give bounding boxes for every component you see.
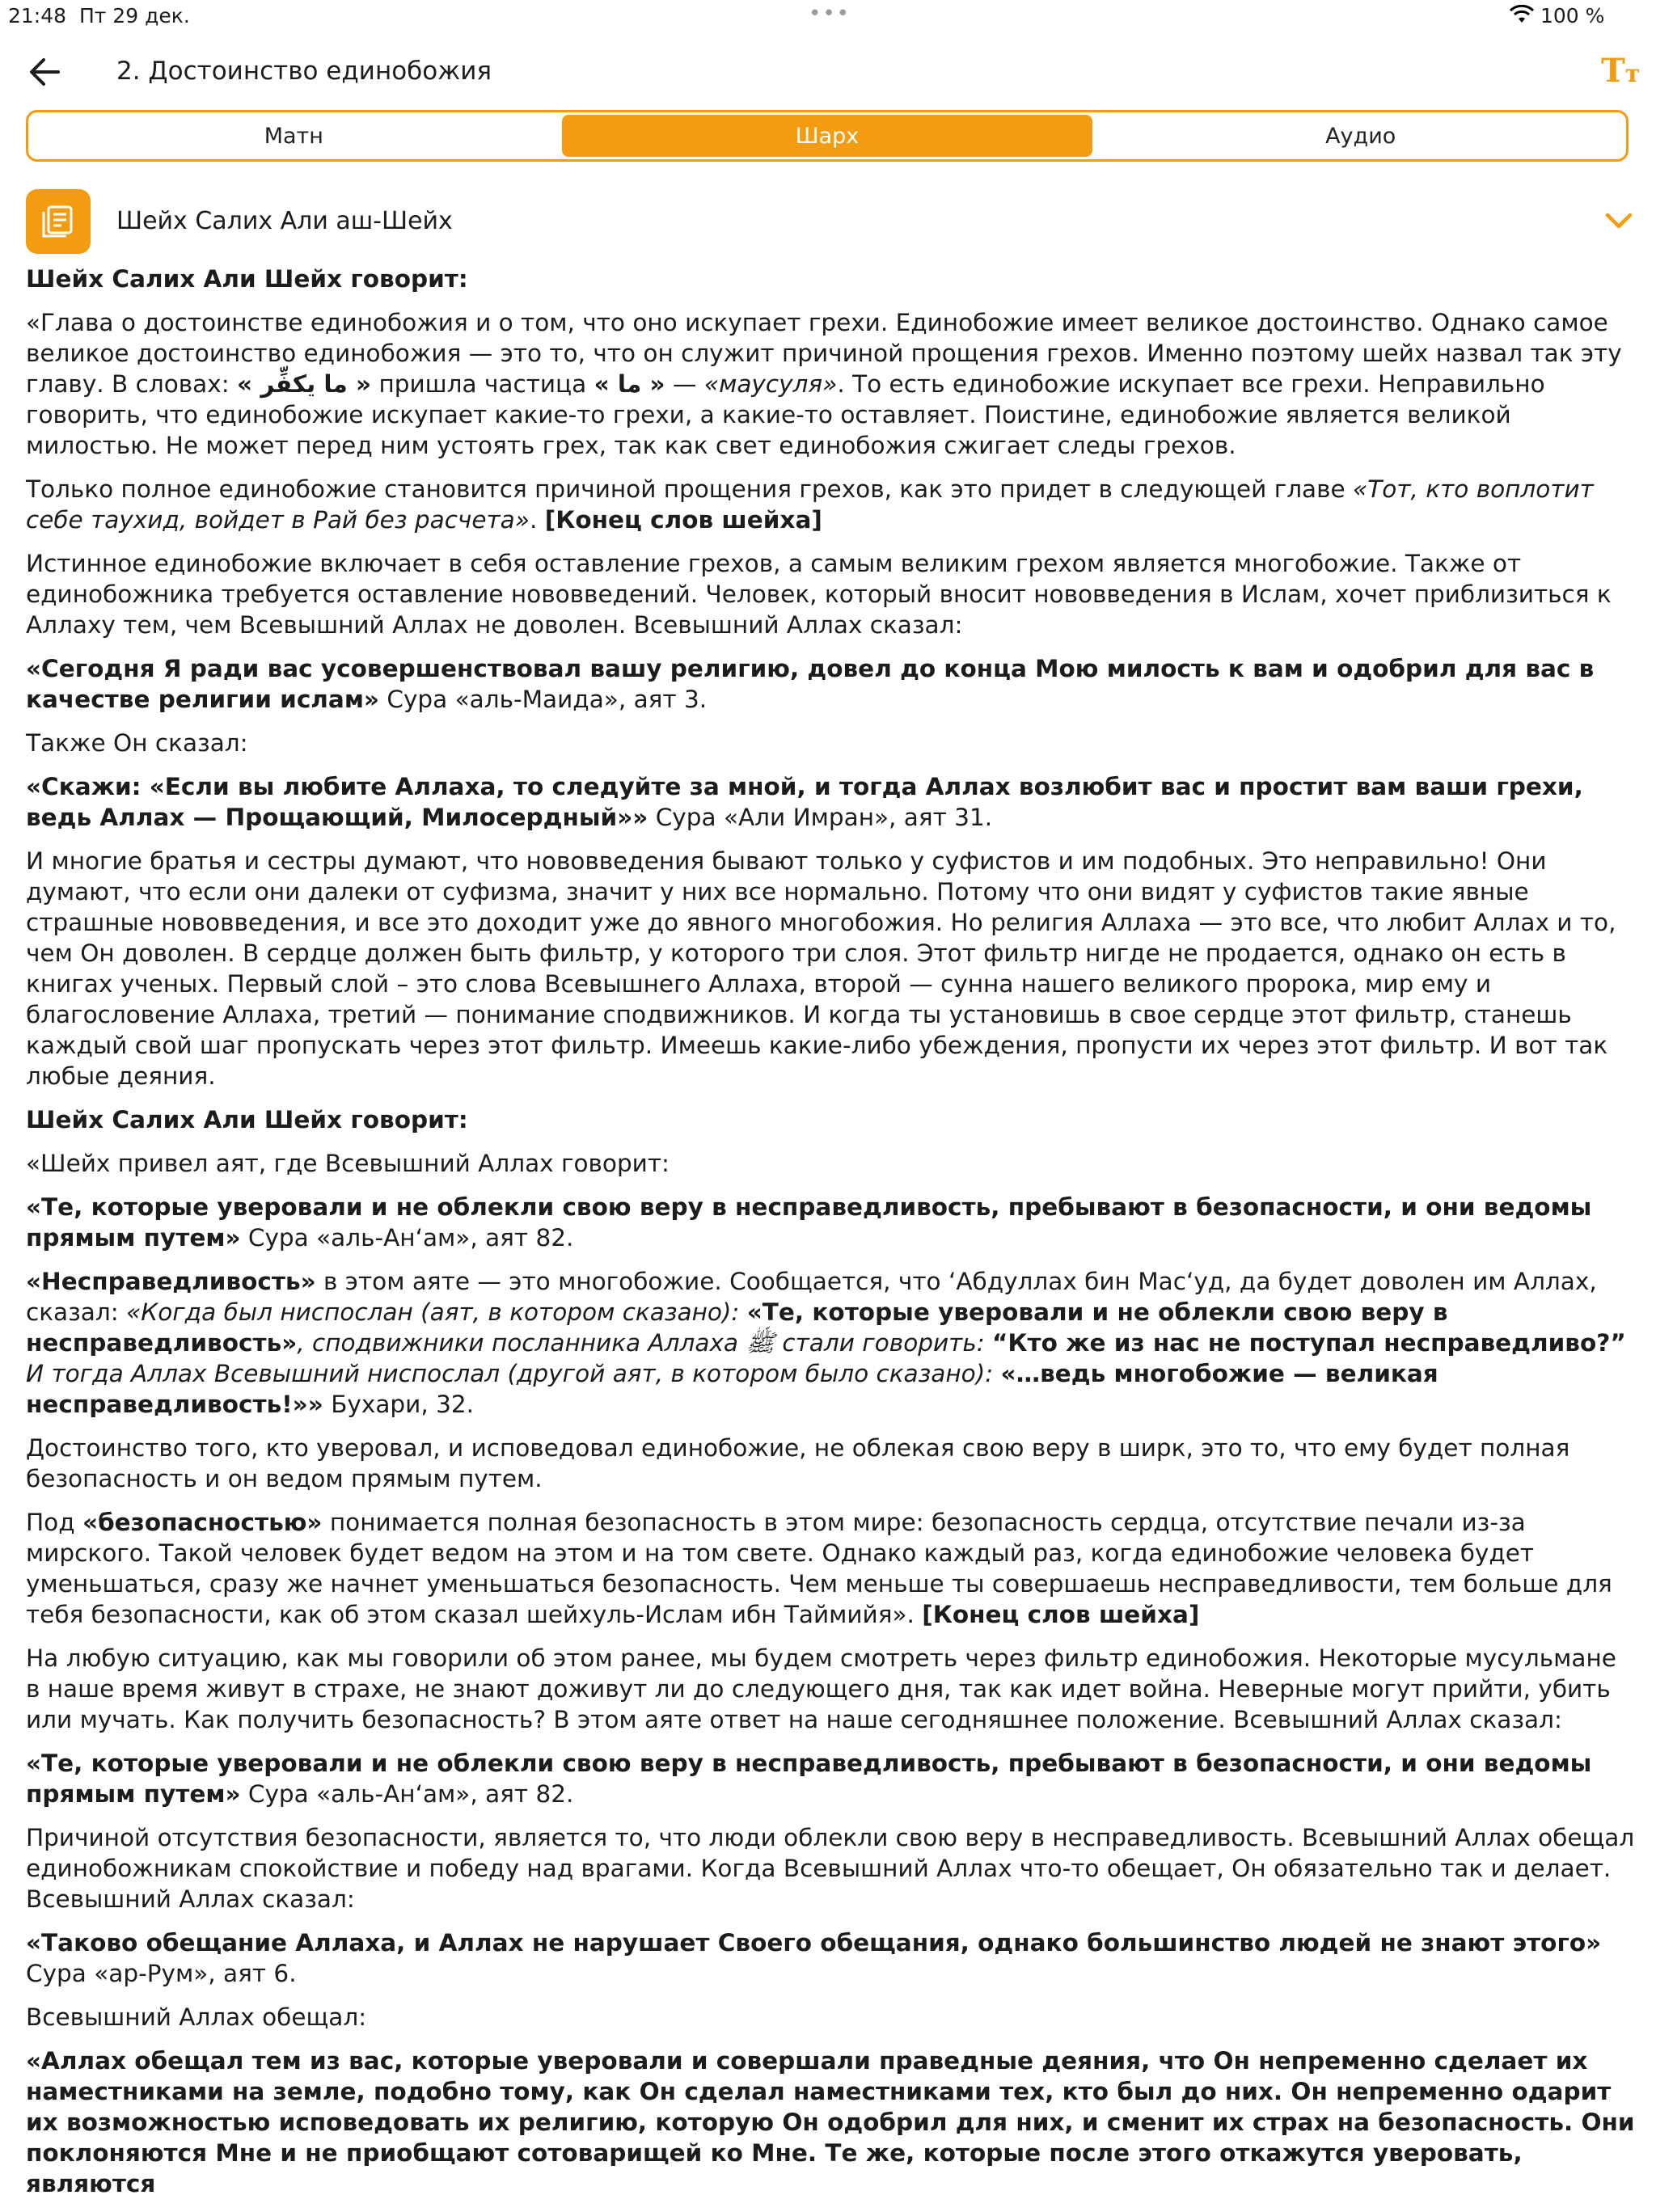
tab-audio[interactable]: Аудио (1325, 123, 1396, 149)
battery-status: 100 % (1540, 4, 1605, 27)
text-size-icon[interactable]: Tт (1601, 52, 1641, 90)
multitasking-dots[interactable]: ••• (809, 2, 851, 26)
quran-quote: «Аллах обещал тем из вас, которые уверовали и совершали праведные деяния, что Он непременно сделает их наместниками на земле, подобно тому, как Он сделал наместниками тех, кто был до них. Он непременно одарит их возможностью исповедовать их религию, которую Он одобрил для них, и сменит их страх на безопасность. Они поклоняются Мне и не приобщают сотоварищей ко Мне. Те же, которые после этого откажутся уверовать, являются (26, 2047, 1635, 2197)
paragraph: Достоинство того, кто уверовал, и исповедовал единобожие, не облекая свою веру в ширк, это то, что ему будет полная безопасность и он ведом прямым путем. (26, 1434, 1570, 1492)
hadith-paragraph: «Несправедливость» в этом аяте — это многобожие. Сообщается, что ‘Абдуллах бин Мас‘уд, да будет доволен им Аллах, сказал: «Когда был ниспослан (аят, в котором сказано): «Те, которые уверовали и не облекли свою веру в несправедливость», сподвижники посланника Аллаха ﷺ стали говорить: “Кто же из нас не поступал несправедливо?” И тогда Аллах Всевышний ниспослал (другой аят, в котором было сказано): «…ведь многобожие — великая несправедливость!»» Бухари, 32. (26, 1268, 1626, 1418)
paragraph: Под «безопасностью» понимается полная безопасность в этом мире: безопасность сердца, отсутствие печали из-за мирского. Такой человек будет ведом на этом и на том свете. Однако каждый раз, когда единобожие человека будет уменьшаться, сразу же начнет уменьшаться безопасность. Чем меньше ты совершаешь несправедливости, тем больше для тебя безопасности, как об этом сказал шейхуль-Ислам ибн Таймийя». [Конец слов шейха] (26, 1509, 1612, 1628)
paragraph: Истинное единобожие включает в себя оставление грехов, а самым великим грехом является многобожие. Также от единобожника требуется оставление нововведений. Человек, который вносит нововведения в Ислам, хочет приблизиться к Аллаху тем, чем Всевышний Аллах не доволен. Всевышний Аллах сказал: (26, 550, 1612, 639)
tab-matn[interactable]: Матн (264, 123, 323, 149)
back-arrow-icon[interactable] (26, 53, 63, 91)
page-title: 2. Достоинство единобожия (116, 57, 492, 86)
author-book-icon (26, 189, 91, 254)
commentary-text (26, 264, 1635, 2212)
paragraph: На любую ситуацию, как мы говорили об этом ранее, мы будем смотреть через фильтр единобожия. Некоторые мусульмане в наше время живут в страхе, не знают доживут ли до следующего дня, так как идет война. Неверные могут прийти, убить или мучать. Как получить безопасность? В этом аяте ответ на наше сегодняшнее положение. Всевышний Аллах сказал: (26, 1644, 1616, 1733)
tab-sharh[interactable]: Шарх (562, 115, 1093, 157)
paragraph: Шейх Салих Али Шейх говорит: (26, 1106, 468, 1133)
status-bar (0, 0, 1656, 36)
quran-quote: «Те, которые уверовали и не облекли свою веру в несправедливость, пребывают в безопасности, и они ведомы прямым путем» Сура «аль-Ан‘ам», аят 82. (26, 1750, 1592, 1808)
quran-quote: «Таково обещание Аллаха, и Аллах не нарушает Своего обещания, однако большинство людей не знают этого» Сура «ар-Рум», аят 6. (26, 1929, 1602, 1987)
tab-segmented-control (26, 110, 1629, 162)
author-selector[interactable] (26, 189, 1635, 254)
quran-quote: «Сегодня Я ради вас усовершенствовал вашу религию, довел до конца Мою милость к вам и одобрил для вас в качестве религии ислам» Сура «аль-Маида», аят 3. (26, 655, 1595, 713)
status-date: Пт 29 дек. (79, 4, 190, 27)
chevron-down-icon[interactable] (1603, 207, 1635, 236)
paragraph: Также Он сказал: (26, 729, 248, 757)
navigation-bar (0, 36, 1656, 108)
paragraph: «Шейх привел аят, где Всевышний Аллах говорит: (26, 1150, 670, 1177)
paragraph: Всевышний Аллах обещал: (26, 2003, 367, 2031)
wifi-icon (1509, 5, 1535, 24)
paragraph: «Глава о достоинстве единобожия и о том, что оно искупает грехи. Единобожие имеет великое достоинство. Однако самое великое достоинство единобожия — это то, что он служит причиной прощения грехов. Именно поэтому шейх назвал так эту главу. В словах: « ما يكفِّر » пришла частица « ما » — «маусуля». То есть единобожие искупает все грехи. Неправильно говорить, что единобожие искупает какие-то грехи, а какие-то оставляет. Поистине, единобожие является великой милостью. Не может перед ним устоять грех, так как свет единобожия сжигает следы грехов. (26, 309, 1622, 459)
author-name: Шейх Салих Али аш-Шейх (116, 207, 453, 235)
quran-quote: «Те, которые уверовали и не облекли свою веру в несправедливость, пребывают в безопасности, и они ведомы прямым путем» Сура «аль-Ан‘ам», аят 82. (26, 1193, 1592, 1252)
paragraph: Шейх Салих Али Шейх говорит: (26, 265, 468, 293)
status-time: 21:48 (8, 4, 67, 27)
paragraph: И многие братья и сестры думают, что нововведения бывают только у суфистов и им подобных. Это неправильно! Они думают, что если они далеки от суфизма, значит у них все нормально. Потому что они видят у суфистов такие явные страшные нововведения, и все это доходит уже до явного многобожия. Но религия Аллаха — это все, что любит Аллах и то, чем Он доволен. В сердце должен быть фильтр, у которого три слоя. Этот фильтр нигде не продается, однако он есть в книгах ученых. Первый слой – это слова Всевышнего Аллаха, второй — сунна нашего великого пророка, мир ему и благословение Аллаха, третий — понимание сподвижников. И когда ты установишь в свое сердце этот фильтр, станешь каждый свой шаг пропускать через этот фильтр. Имеешь какие-либо убеждения, пропусти их через этот фильтр. И вот так любые деяния. (26, 847, 1616, 1090)
quran-quote: «Скажи: «Если вы любите Аллаха, то следуйте за мной, и тогда Аллах возлюбит вас и простит вам ваши грехи, ведь Аллах — Прощающий, Милосердный»» Сура «Али Имран», аят 31. (26, 773, 1583, 831)
paragraph: Только полное единобожие становится причиной прощения грехов, как это придет в следующей главе «Тот, кто воплотит себе таухид, войдет в Рай без расчета». [Конец слов шейха] (26, 475, 1594, 534)
paragraph: Причиной отсутствия безопасности, является то, что люди облекли свою веру в несправедливость. Всевышний Аллах обещал единобожникам спокойствие и победу над врагами. Когда Всевышний Аллах что-то обещает, Он обязательно так и делает. Всевышний Аллах сказал: (26, 1824, 1635, 1913)
